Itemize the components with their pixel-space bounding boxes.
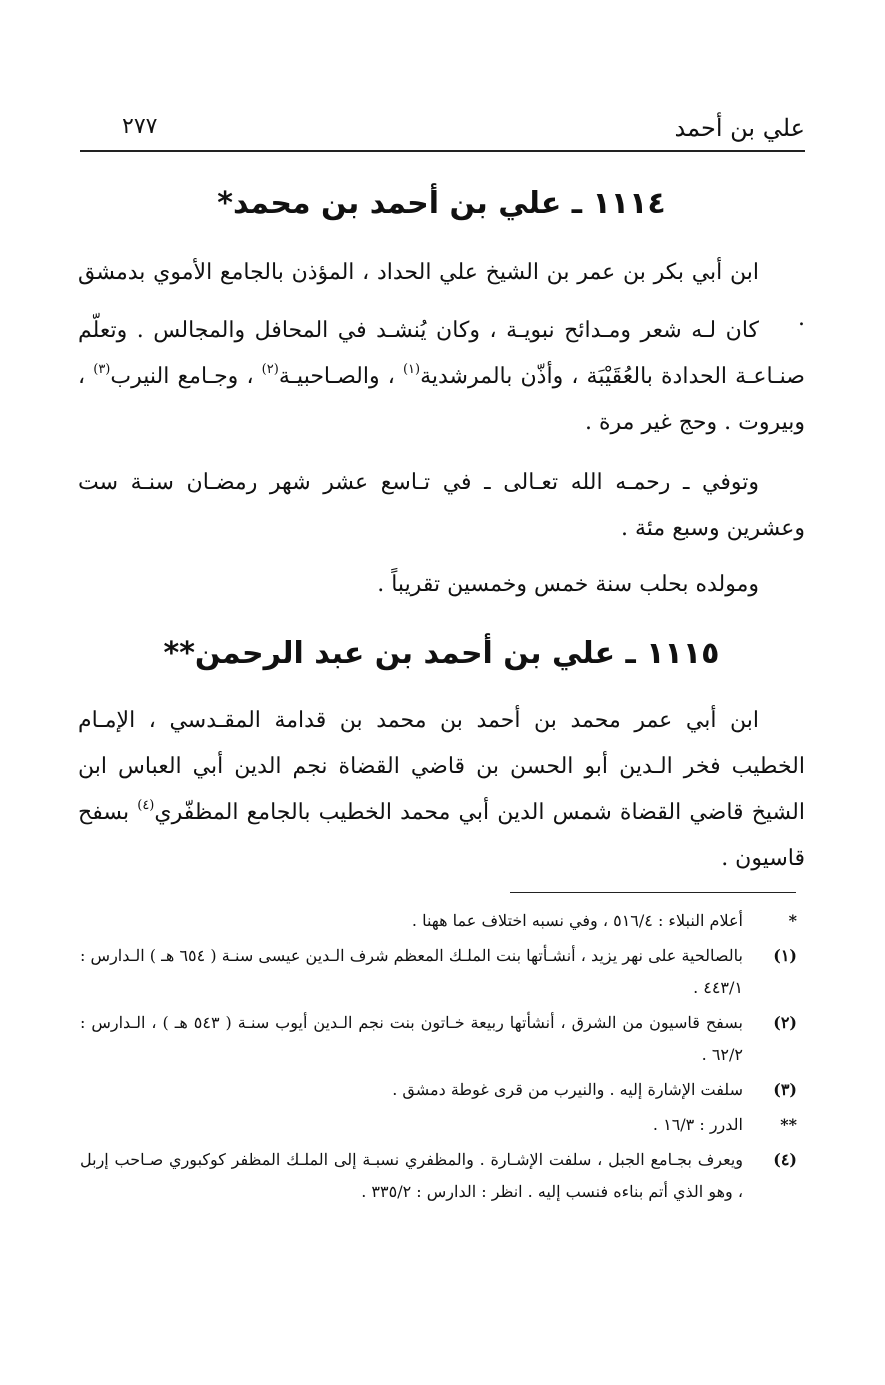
footnote-text: بسفح قاسيون من الشرق ، أنشأتها ربيعة خـاتون بنت نجم الـدين أيوب سنـة ( ٥٤٣ هـ ) ، الـدارس : ٦٢/٢ .: [80, 1013, 743, 1064]
footnote-marker: (٣): [773, 1080, 797, 1099]
footnote-text: الدرر : ١٦/٣ .: [652, 1115, 743, 1134]
footnote-marker: (٢): [773, 1013, 797, 1032]
footnote-text: بالصالحية على نهر يزيد ، أنشـأتها بنت الملـك المعظم شرف الـدين عيسى سنـة ( ٦٥٤ هـ ) الـدارس : ٤٤٣/١ .: [80, 946, 743, 997]
footnote-marker: (٤): [773, 1150, 797, 1169]
entry-heading-1114: [78, 186, 805, 221]
paragraph-text: بسفح قاسيون .: [78, 800, 805, 871]
paragraph: ومولده بحلب سنة خمس وخمسين تقريباً .: [377, 572, 759, 597]
footnote: [80, 1144, 805, 1208]
paragraph-text: ، والصـاحبيـة: [278, 364, 403, 389]
footnote-ref: (٣): [93, 362, 111, 377]
footnote: [80, 940, 805, 1004]
entry-heading-1115: [78, 636, 805, 671]
entry-heading: ١١١٤ ـ علي بن أحمد بن محمد*: [217, 186, 666, 221]
page-number: ٢٧٧: [122, 114, 158, 139]
footnote-ref: (١): [402, 362, 421, 377]
entry-1114-para-4: [78, 562, 805, 608]
entry-heading: ١١١٥ ـ علي بن أحمد بن عبد الرحمن**: [163, 636, 720, 671]
header-rule: [80, 150, 805, 152]
running-title: علي بن أحمد: [674, 114, 805, 142]
footnote-marker: (١): [773, 946, 797, 965]
paragraph-text: ، وجـامع النيرب: [110, 364, 262, 389]
footnote-text: أعلام النبلاء : ٥١٦/٤ ، وفي نسبه اختلاف عما ههنا .: [411, 911, 743, 930]
paragraph: [78, 308, 805, 446]
paragraph: [78, 698, 805, 882]
paragraph-text: كان لـه شعر ومـدائح نبويـة ، وكان يُنشـد في المحافل والمجالس . وتعلّم صنـاعـة الحدادة بالعُقَيْبَة ، وأذّن بالمرشدية: [78, 318, 805, 389]
footnote: [80, 905, 805, 937]
footnotes: [80, 905, 805, 1211]
page-header: [80, 110, 805, 150]
footnote: [80, 1007, 805, 1071]
footnote: [80, 1074, 805, 1106]
footnote-ref: (٢): [261, 362, 279, 377]
paragraph-text: ، وبيروت . وحج غير مرة .: [78, 364, 805, 435]
footnote-text: سلفت الإشارة إليه . والنيرب من قرى غوطة دمشق .: [392, 1080, 743, 1099]
entry-1114-para-3: [78, 460, 805, 552]
footnote-ref: (٤): [137, 798, 155, 813]
paragraph-text: ابن أبي عمر محمد بن أحمد بن محمد بن قدامة المقـدسي ، الإمـام الخطيب فخر الـدين أبو الحسن بن قاضي القضاة نجم الدين أبي العباس ابن الشيخ قاضي القضاة شمس الدين أبي محمد الخطيب بالجامع المظفّري: [78, 708, 805, 825]
footnote-marker: **: [780, 1115, 797, 1134]
footnote: [80, 1109, 805, 1141]
footnote-separator: [510, 892, 796, 893]
paragraph: ابن أبي بكر بن عمر بن الشيخ علي الحداد ، المؤذن بالجامع الأموي بدمشق .: [78, 260, 805, 331]
paragraph: وتوفي ـ رحمـه الله تعـالى ـ في تـاسع عشر شهر رمضـان سنـة ست وعشرين وسبع مئة .: [78, 470, 805, 541]
footnote-marker: *: [788, 911, 797, 930]
entry-1115-para-1: [78, 698, 805, 882]
entry-1114-para-2: [78, 308, 805, 446]
footnote-text: ويعرف بجـامع الجبل ، سلفت الإشـارة . والمظفري نسبـة إلى الملـك المظفر كوكبوري صـاحب إربل ، وهو الذي أتم بناءه فنسب إليه . انظر : الدارس : ٣٣٥/٢ .: [80, 1150, 743, 1201]
